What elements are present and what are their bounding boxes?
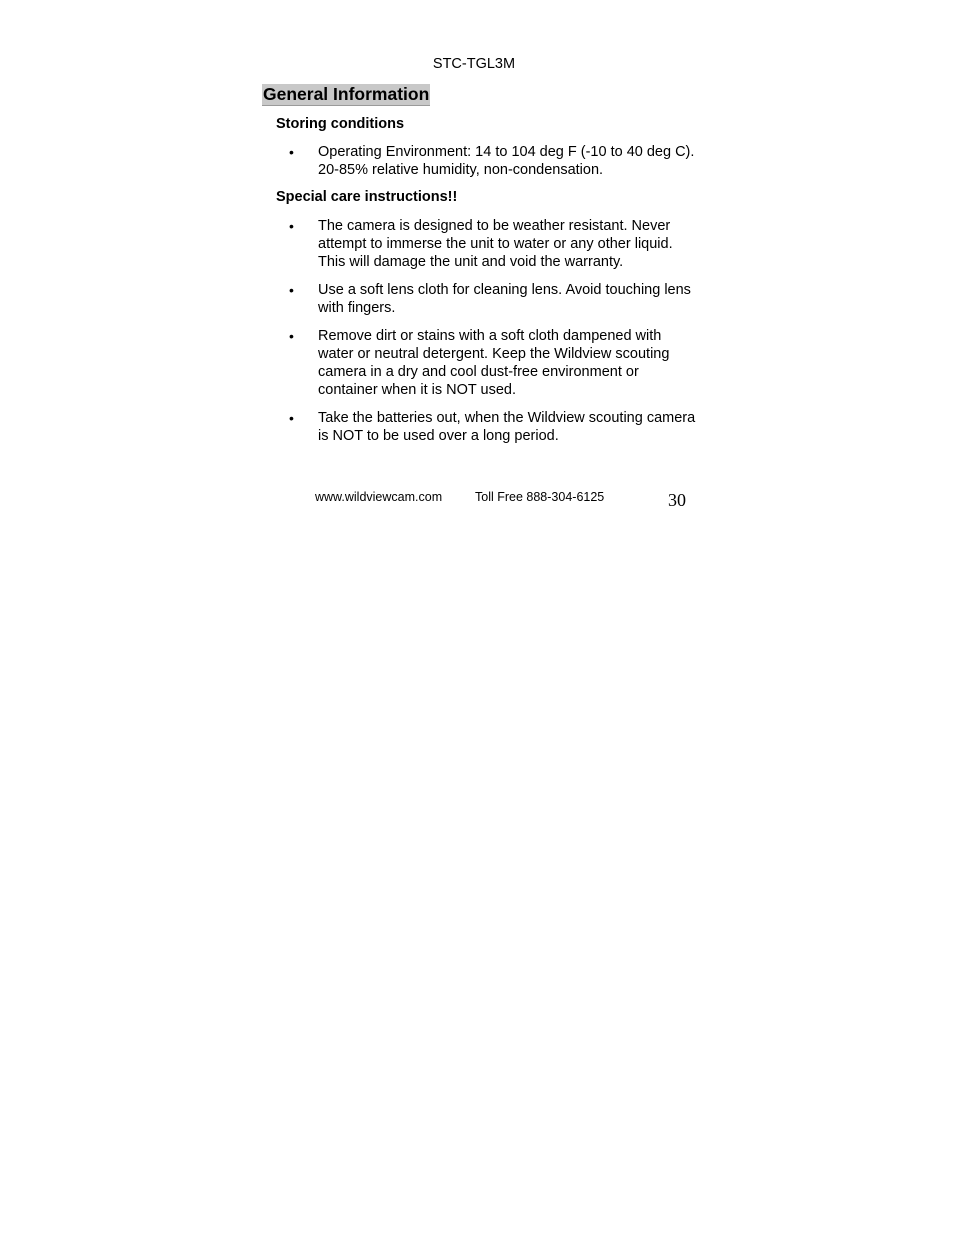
bullet-icon: • (289, 282, 294, 298)
special-care-heading: Special care instructions!! (276, 189, 458, 205)
bullet-icon: • (289, 144, 294, 160)
document-header-model: STC-TGL3M (432, 56, 516, 72)
footer-phone: Toll Free 888-304-6125 (475, 490, 605, 504)
section-title: General Information (263, 84, 430, 104)
bullet-icon: • (289, 218, 294, 234)
list-item-text: The camera is designed to be weather resistant. Never attempt to immerse the unit to water or any other liquid. This will damage the unit and void the warranty. (318, 218, 673, 270)
storing-conditions-heading: Storing conditions (276, 116, 405, 132)
list-item (286, 409, 696, 445)
list-item-text: Remove dirt or stains with a soft cloth dampened with water or neutral detergent. Keep the Wildview scouting camera in a dry and cool dust-free environment or container when it is NOT used. (318, 328, 670, 398)
bullet-icon: • (289, 410, 294, 426)
list-item-text: Operating Environment: 14 to 104 deg F (-10 to 40 deg C). 20-85% relative humidity, non-condensation. (318, 144, 695, 178)
list-item-text: Use a soft lens cloth for cleaning lens. Avoid touching lens with fingers. (318, 282, 691, 316)
footer-website: www.wildviewcam.com (315, 490, 443, 504)
list-item (286, 143, 696, 179)
list-item-text: Take the batteries out, when the Wildview scouting camera is NOT to be used over a long period. (318, 410, 696, 444)
storing-conditions-list (286, 143, 696, 189)
page-number: 30 (668, 490, 686, 510)
bullet-icon: • (289, 328, 294, 344)
special-care-list (286, 217, 696, 455)
list-item (286, 281, 696, 317)
list-item (286, 327, 696, 399)
list-item (286, 217, 696, 271)
